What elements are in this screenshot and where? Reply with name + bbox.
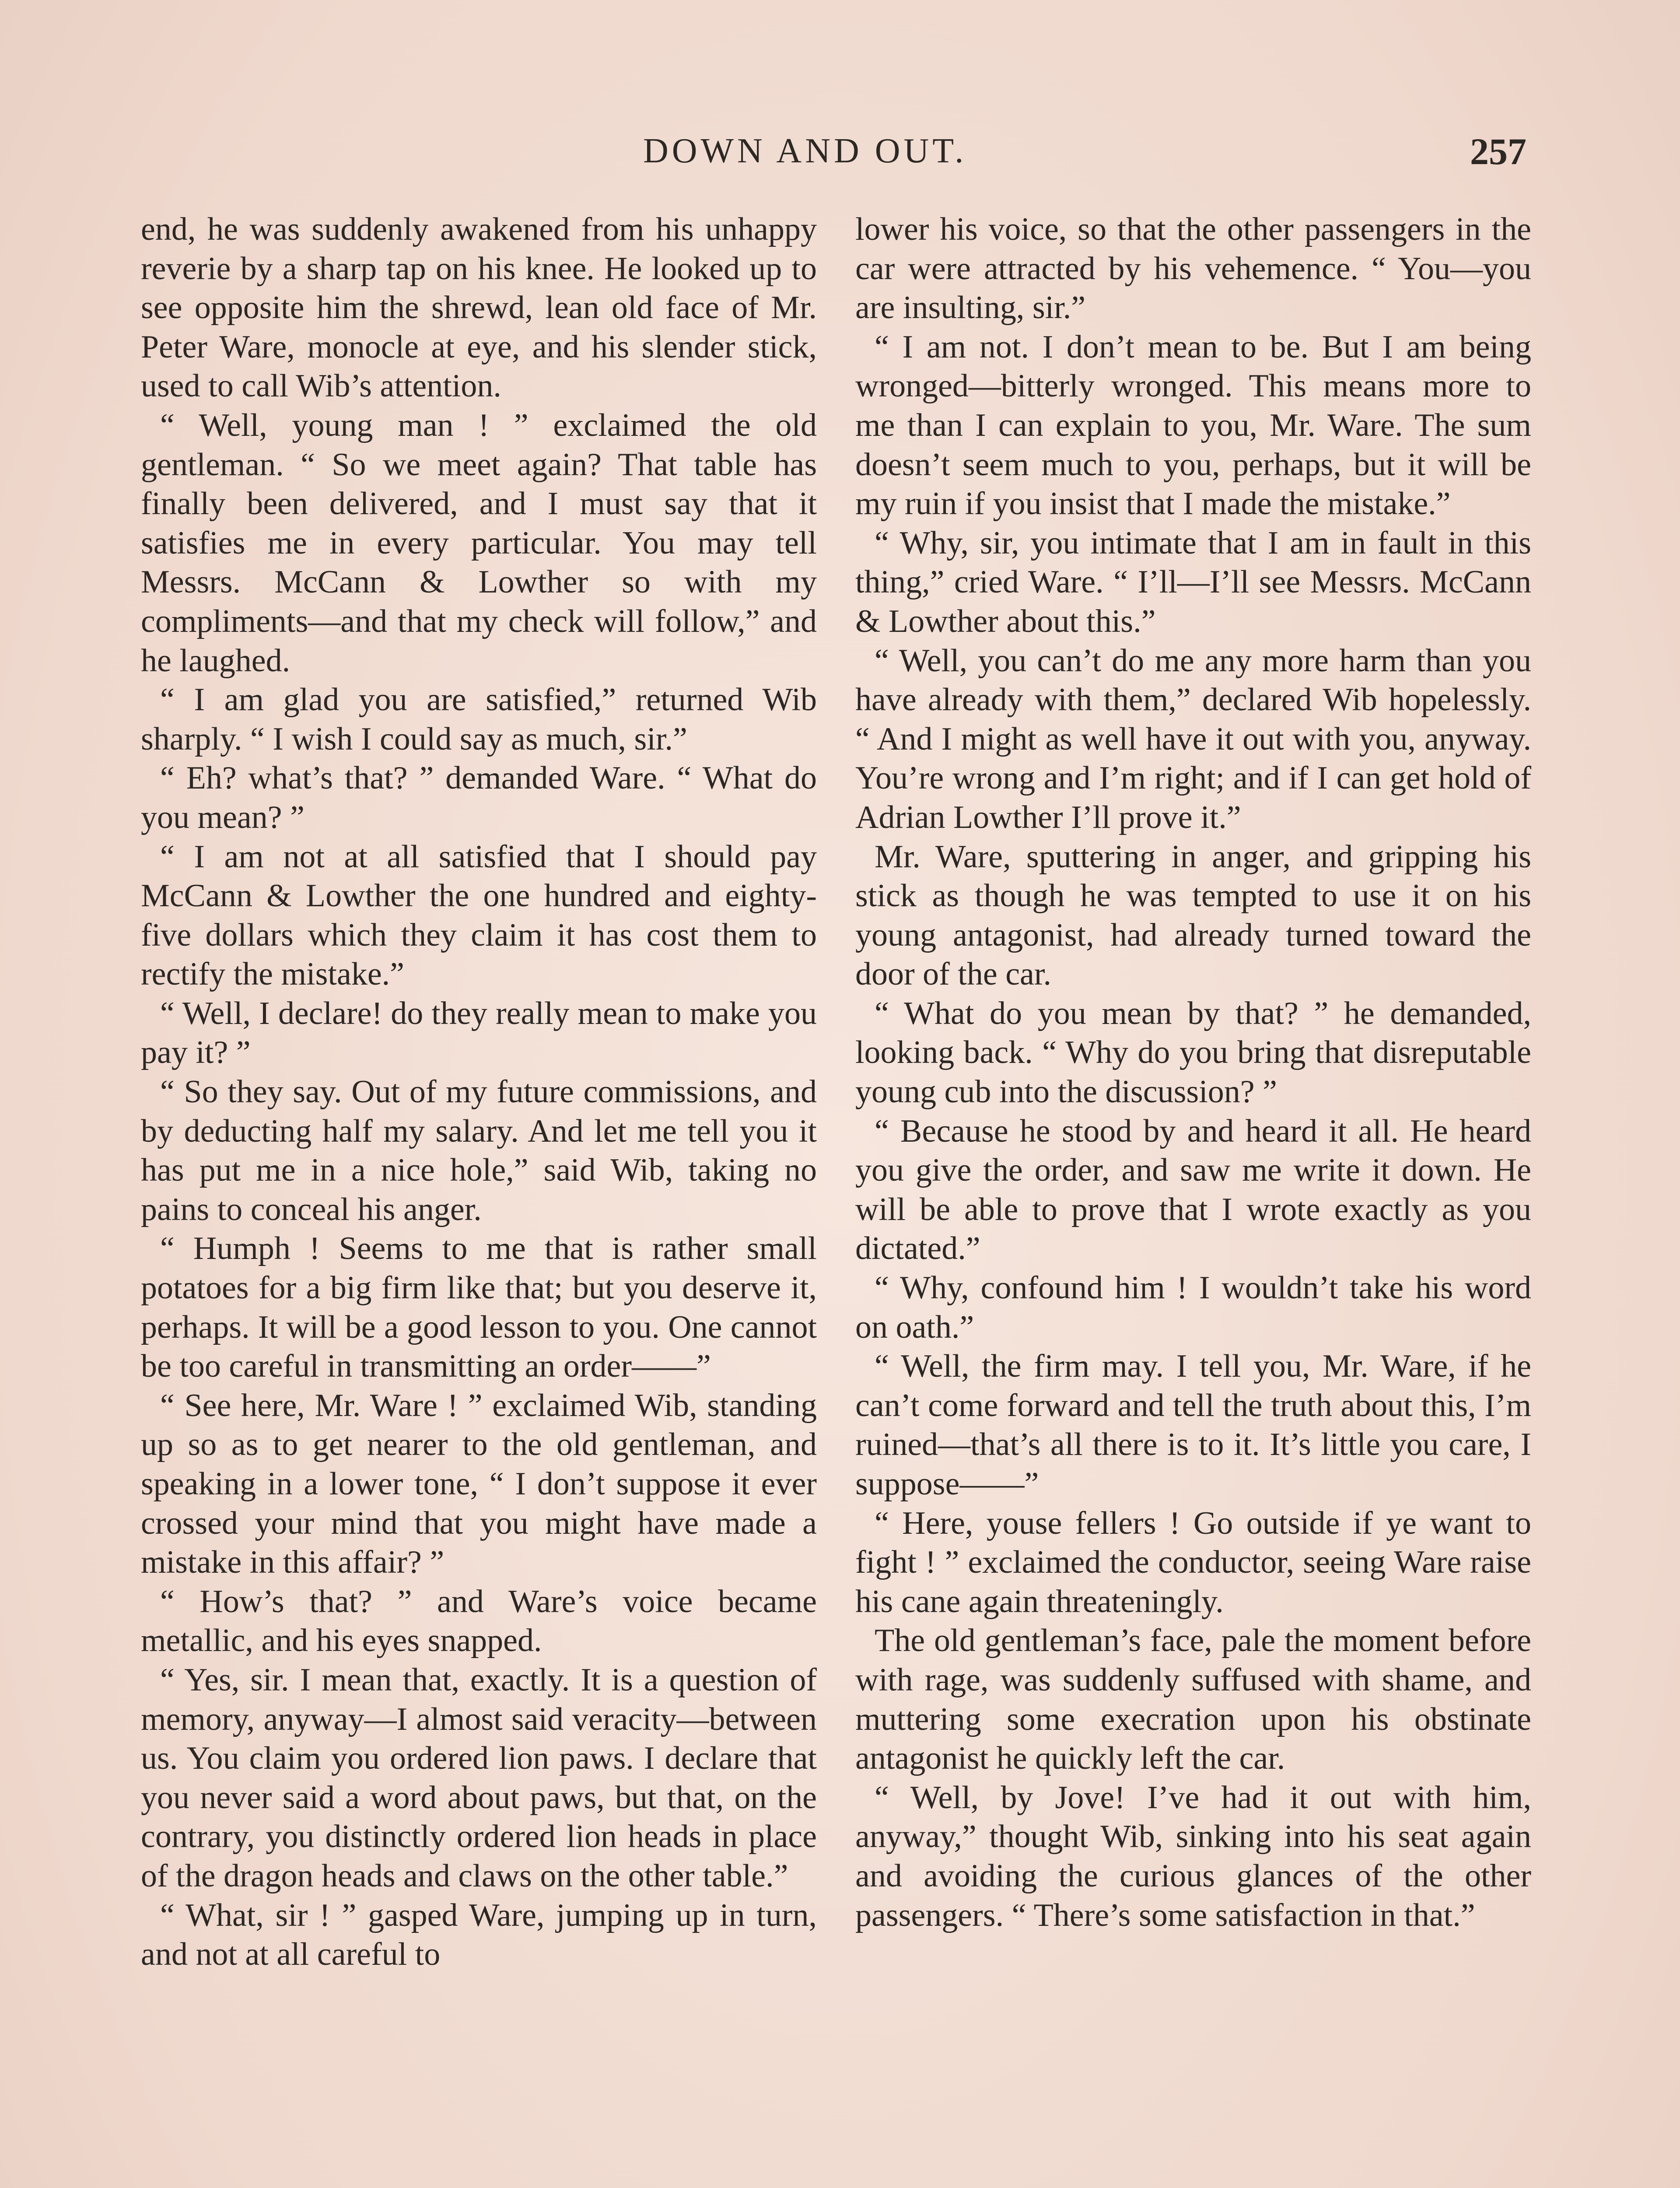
paragraph: “ See here, Mr. Ware ! ” exclaimed Wib, standing up so as to get nearer to the old gentleman, and speaking in a lower tone, “ I don’t suppose it ever crossed your mind that you might have made a mistake in this affair? ” bbox=[141, 1387, 817, 1581]
paragraph: Mr. Ware, sputtering in anger, and gripping his stick as though he was tempted to use it on his young antagonist, had already turned toward the door of the car. bbox=[855, 838, 1531, 992]
paragraph-continued: end, he was suddenly awakened from his unhappy reverie by a sharp tap on his knee. He looked up to see opposite him the shrewd, lean old face of Mr. Peter Ware, monocle at eye, and his slender stick, used to call Wib’s attention. bbox=[141, 211, 817, 404]
paragraph: “ Because he stood by and heard it all. He heard you give the order, and saw me write it down. He will be able to prove that I wrote exactly as you dictated.” bbox=[855, 1113, 1531, 1267]
paragraph: “ Humph ! Seems to me that is rather small potatoes for a big firm like that; but you deserve it, perhaps. It will be a good lesson to you. One cannot be too careful in transmitting an order——” bbox=[141, 1231, 817, 1385]
paragraph: “ So they say. Out of my future commissions, and by deducting half my salary. And let me tell you it has put me in a nice hole,” said Wib, taking no pains to conceal his anger. bbox=[141, 1074, 817, 1227]
paragraph: “ What do you mean by that? ” he demanded, looking back. “ Why do you bring that disreputable young cub into the discussion? ” bbox=[855, 995, 1531, 1110]
paragraph: “ Yes, sir. I mean that, exactly. It is a question of memory, anyway—I almost said veracity—between us. You claim you ordered lion paws. I declare that you never said a word about paws, but that, on the contrary, you distinctly ordered lion heads in place of the dragon heads and claws on the other table.” bbox=[141, 1662, 817, 1894]
right-column bbox=[855, 210, 1531, 1935]
paragraph: “ I am not at all satisfied that I should pay McCann & Lowther the one hundred and eighty-five dollars which they claim it has cost them to rectify the mistake.” bbox=[141, 838, 817, 992]
paragraph: “ Well, the firm may. I tell you, Mr. Ware, if he can’t come forward and tell the truth about this, I’m ruined—that’s all there is to it. It’s little you care, I suppose——” bbox=[855, 1348, 1531, 1502]
page-number: 257 bbox=[1470, 130, 1526, 172]
paragraph: “ Well, you can’t do me any more harm than you have already with them,” declared Wib hopelessly. “ And I might as well have it out with you, anyway. You’re wrong and I’m right; and if I can get hold of Adrian Lowther I’ll prove it.” bbox=[855, 642, 1531, 835]
paragraph-continued: lower his voice, so that the other passengers in the car were attracted by his vehemence. “ You—you are insulting, sir.” bbox=[855, 211, 1531, 326]
paragraph: “ I am glad you are satisfied,” returned Wib sharply. “ I wish I could say as much, sir.” bbox=[141, 682, 817, 757]
paragraph: “ Why, sir, you intimate that I am in fault in this thing,” cried Ware. “ I’ll—I’ll see Messrs. McCann & Lowther about this.” bbox=[855, 525, 1531, 639]
paragraph: “ How’s that? ” and Ware’s voice became metallic, and his eyes snapped. bbox=[141, 1583, 817, 1659]
paragraph: “ I am not. I don’t mean to be. But I am being wronged—bitterly wronged. This means more to me than I can explain to you, Mr. Ware. The sum doesn’t seem much to you, perhaps, but it will be my ruin if you insist that I made the mistake.” bbox=[855, 329, 1531, 522]
paragraph: “ Well, I declare! do they really mean to make you pay it? ” bbox=[141, 995, 817, 1071]
paragraph: “ What, sir ! ” gasped Ware, jumping up in turn, and not at all careful to bbox=[141, 1897, 817, 1973]
paragraph: “ Well, young man ! ” exclaimed the old gentleman. “ So we meet again? That table has finally been delivered, and I must say that it satisfies me in every particular. You may tell Messrs. McCann & Lowther so with my compliments—and that my check will follow,” and he laughed. bbox=[141, 407, 817, 679]
left-column bbox=[141, 210, 817, 1974]
paragraph: “ Here, youse fellers ! Go outside if ye want to fight ! ” exclaimed the conductor, seeing Ware raise his cane again threateningly. bbox=[855, 1505, 1531, 1620]
paragraph: The old gentleman’s face, pale the moment before with rage, was suddenly suffused with shame, and muttering some execration upon his obstinate antagonist he quickly left the car. bbox=[855, 1623, 1531, 1777]
paragraph: “ Well, by Jove! I’ve had it out with him, anyway,” thought Wib, sinking into his seat again and avoiding the curious glances of the other passengers. “ There’s some satisfaction in that.” bbox=[855, 1779, 1531, 1933]
paragraph: “ Why, confound him ! I wouldn’t take his word on oath.” bbox=[855, 1270, 1531, 1345]
running-title: DOWN AND OUT. bbox=[643, 132, 967, 170]
paragraph: “ Eh? what’s that? ” demanded Ware. “ What do you mean? ” bbox=[141, 760, 817, 835]
